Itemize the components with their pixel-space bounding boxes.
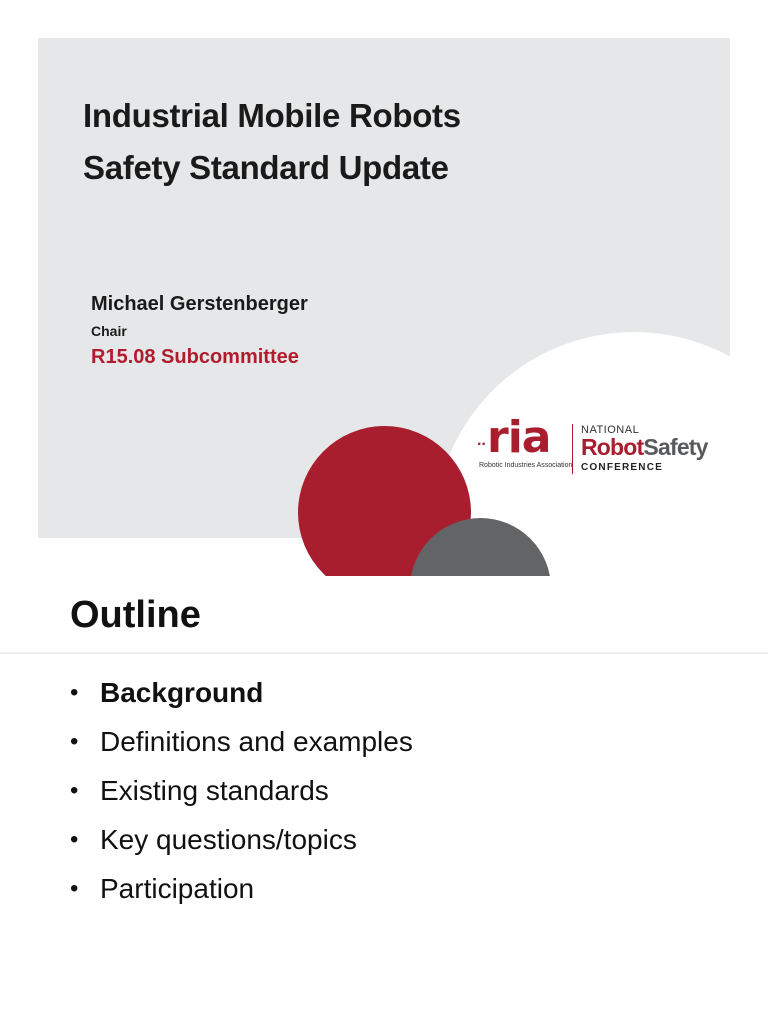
outline-title: Outline — [70, 594, 201, 636]
presenter-role: Chair — [91, 323, 127, 339]
list-item — [70, 864, 413, 913]
list-item-label: Definitions and examples — [100, 726, 413, 757]
nrsc-logo-conference: CONFERENCE — [581, 462, 664, 473]
list-item-label: Participation — [100, 873, 255, 904]
list-item-label: Key questions/topics — [100, 824, 357, 855]
ria-logo-word: ria — [487, 412, 551, 463]
bullet-icon: • — [70, 777, 79, 804]
committee-name: R15.08 Subcommittee — [91, 346, 299, 368]
slide-title-line-2: Safety Standard Update — [83, 149, 449, 186]
title-slide — [38, 38, 730, 576]
list-item — [70, 815, 413, 864]
ria-logo-dots: ·· — [477, 436, 486, 453]
outline-list — [70, 668, 413, 913]
logo-divider — [572, 424, 573, 474]
slide-divider — [0, 652, 768, 654]
ria-logo-tagline: Robotic Industries Association — [479, 462, 573, 469]
slide-title-line-1: Industrial Mobile Robots — [83, 97, 461, 134]
list-item — [70, 766, 413, 815]
list-item — [70, 668, 413, 717]
list-item-label: Existing standards — [100, 775, 329, 806]
presenter-name: Michael Gerstenberger — [91, 293, 308, 315]
bullet-icon: • — [70, 728, 79, 755]
list-item — [70, 717, 413, 766]
nrsc-logo-safety: Safety — [643, 434, 708, 460]
bullet-icon: • — [70, 875, 79, 902]
nrsc-logo-robot: Robot — [581, 434, 644, 460]
slide-title — [83, 90, 643, 194]
list-item-label: Background — [100, 677, 264, 708]
bullet-icon: • — [70, 679, 79, 706]
nrsc-logo-national: NATIONAL — [581, 424, 640, 436]
nrsc-logo-main — [581, 434, 708, 461]
ria-logo — [473, 412, 573, 476]
bullet-icon: • — [70, 826, 79, 853]
robot-safety-conference-logo — [581, 424, 721, 476]
